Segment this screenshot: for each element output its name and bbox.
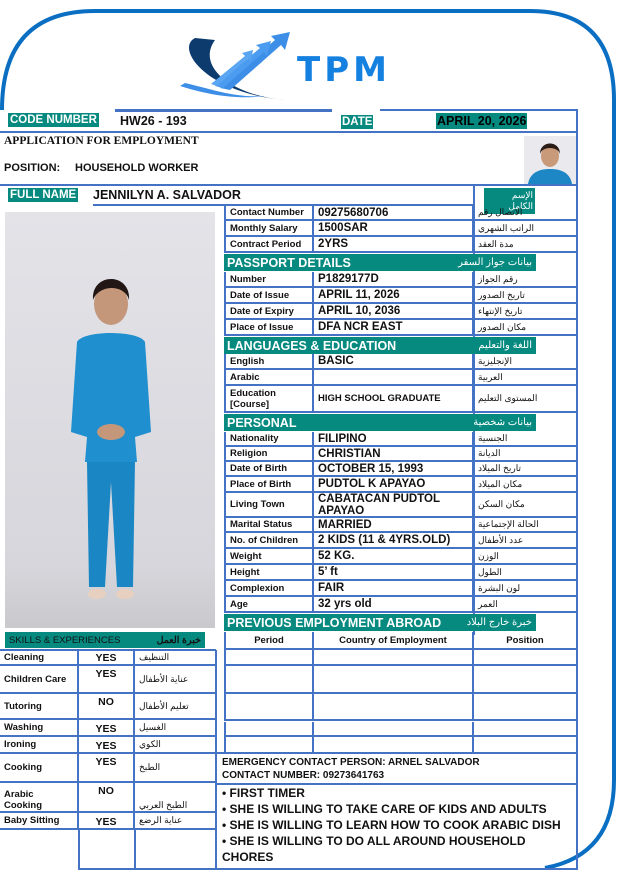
skill-arabic-label: التنظيف	[135, 650, 217, 666]
personal-arabic-title: بيانات شخصية	[473, 417, 532, 428]
languages-title: LANGUAGES & EDUCATION	[227, 338, 397, 353]
row-label: Living Town	[224, 493, 314, 518]
row-label: Date of Birth	[224, 462, 314, 477]
row-label: Date of Expiry	[224, 304, 314, 320]
date-label: DATE	[342, 116, 373, 128]
row-label: Religion	[224, 447, 314, 462]
employment-cell[interactable]	[314, 666, 474, 694]
code-number-label: CODE NUMBER	[10, 114, 97, 126]
divider	[0, 649, 216, 651]
employment-cell[interactable]	[474, 650, 578, 666]
languages-arabic-title: اللغة والتعليم	[478, 340, 532, 351]
personal-title: PERSONAL	[227, 415, 297, 430]
profile-photo-small	[524, 136, 576, 184]
row-label: Contact Number	[224, 206, 314, 221]
passport-title: PASSPORT DETAILS	[227, 255, 351, 270]
form-title: APPLICATION FOR EMPLOYMENT	[4, 135, 199, 147]
row-label: Monthly Salary	[224, 221, 314, 237]
skill-label: Arabic Cooking	[0, 783, 79, 813]
row-value: HIGH SCHOOL GRADUATE	[314, 386, 474, 413]
row-arabic-label: مكان السكن	[474, 493, 578, 518]
employment-cell[interactable]	[314, 694, 474, 721]
skill-value: YES	[79, 737, 135, 754]
row-label: Age	[224, 597, 314, 613]
remark-text: SHE IS WILLING TO DO ALL AROUND HOUSEHOLD CHORES	[222, 834, 526, 864]
row-label: Contract Period	[224, 237, 314, 253]
employment-cell[interactable]	[474, 722, 578, 737]
row-label: Height	[224, 565, 314, 581]
employment-column-header: Period	[224, 632, 314, 650]
remark-text: FIRST TIMER	[229, 786, 305, 800]
row-value: 32 yrs old	[314, 597, 474, 613]
row-arabic-label: الإنجليزية	[474, 354, 578, 370]
divider	[380, 109, 577, 111]
row-value: 2 KIDS (11 & 4YRS.OLD)	[314, 533, 474, 549]
divider	[115, 109, 332, 112]
full-name-arabic-label: الإسم الكامل	[484, 188, 535, 214]
employment-column-header: Country of Employment	[314, 632, 474, 650]
row-arabic-label: مكان الصدور	[474, 320, 578, 336]
row-arabic-label: الطول	[474, 565, 578, 581]
employment-arabic-title: خبرة خارج البلاد	[466, 617, 532, 628]
skill-value: YES	[79, 754, 135, 783]
row-value: OCTOBER 15, 1993	[314, 462, 474, 477]
passport-arabic-title: بيانات جواز السفر	[458, 257, 532, 268]
employment-cell[interactable]	[224, 666, 314, 694]
row-label: No. of Children	[224, 533, 314, 549]
skill-arabic-label: عناية الرضع	[135, 813, 217, 830]
row-value: 09275680706	[314, 206, 474, 221]
skills-section-header	[5, 632, 205, 648]
row-label: English	[224, 354, 314, 370]
skill-label: Tutoring	[0, 694, 79, 720]
date-value: APRIL 20, 2026	[437, 114, 527, 128]
row-value: APRIL 10, 2036	[314, 304, 474, 320]
languages-section-header	[224, 337, 536, 354]
employment-section-header	[224, 614, 536, 631]
row-label: Education [Course]	[224, 386, 314, 413]
skill-value: YES	[79, 650, 135, 666]
skills-arabic-title: خبرة العمل	[156, 634, 201, 646]
row-arabic-label: تاريخ الصدور	[474, 288, 578, 304]
row-arabic-label: مدة العقد	[474, 237, 578, 253]
divider	[0, 131, 578, 133]
position-value: HOUSEHOLD WORKER	[75, 162, 199, 174]
row-arabic-label: لون البشرة	[474, 581, 578, 597]
skills-title: SKILLS & EXPERIENCES	[9, 634, 121, 646]
skill-value: NO	[79, 783, 135, 813]
row-value: CHRISTIAN	[314, 447, 474, 462]
skill-label: Children Care	[0, 666, 79, 694]
skill-arabic-label: الغسيل	[135, 720, 217, 737]
row-value: 1500SAR	[314, 221, 474, 237]
row-value: CABATACAN PUDTOL APAYAO	[314, 493, 474, 518]
skill-value: YES	[79, 666, 135, 694]
row-arabic-label: الحالة الإجتماعية	[474, 518, 578, 533]
full-name-value: JENNILYN A. SALVADOR	[93, 188, 241, 202]
row-value	[314, 370, 474, 386]
row-value: MARRIED	[314, 518, 474, 533]
row-arabic-label: الديانة	[474, 447, 578, 462]
row-value: 2YRS	[314, 237, 474, 253]
row-arabic-label: رقم الجواز	[474, 272, 578, 288]
remark-item: • SHE IS WILLING TO DO ALL AROUND HOUSEHOLD CHORES	[222, 834, 526, 864]
row-value: APRIL 11, 2026	[314, 288, 474, 304]
skill-label: Baby Sitting	[0, 813, 79, 830]
row-value: PUDTOL K APAYAO	[314, 477, 474, 493]
passport-section-header	[224, 254, 536, 271]
row-arabic-label: عدد الأطفال	[474, 533, 578, 549]
divider	[134, 830, 136, 870]
divider	[576, 650, 578, 870]
row-arabic-label: العمر	[474, 597, 578, 613]
remarks-list	[222, 785, 574, 865]
employment-cell[interactable]	[474, 666, 578, 694]
row-arabic-label: العربية	[474, 370, 578, 386]
row-arabic-label: المستوى التعليم	[474, 386, 578, 413]
skill-label: Cooking	[0, 754, 79, 783]
row-label: Number	[224, 272, 314, 288]
skill-arabic-label: الطبخ العربي	[135, 783, 217, 813]
skill-arabic-label: الكوي	[135, 737, 217, 754]
row-arabic-label: مكان الميلاد	[474, 477, 578, 493]
skill-value: YES	[79, 720, 135, 737]
row-arabic-label: تاريخ الميلاد	[474, 462, 578, 477]
row-label: Complexion	[224, 581, 314, 597]
skill-arabic-label: الطبخ	[135, 754, 217, 783]
remark-text: SHE IS WILLING TO TAKE CARE OF KIDS AND ADULTS	[229, 802, 547, 816]
row-label: Marital Status	[224, 518, 314, 533]
row-arabic-label: تاريخ الإنتهاء	[474, 304, 578, 320]
row-label: Arabic	[224, 370, 314, 386]
remark-text: SHE IS WILLING TO LEARN HOW TO COOK ARABIC DISH	[229, 818, 561, 832]
divider	[215, 752, 578, 754]
logo-swoosh-icon	[175, 28, 305, 103]
divider	[78, 868, 578, 870]
skill-arabic-label: تعليم الأطفال	[135, 694, 217, 720]
employment-title: PREVIOUS EMPLOYMENT ABROAD	[227, 615, 442, 630]
emergency-contact-number: CONTACT NUMBER: 09273641763	[222, 770, 385, 781]
logo-text: TPM	[297, 50, 391, 90]
code-number-value: HW26 - 193	[120, 114, 187, 128]
divider	[78, 830, 80, 870]
row-value: FILIPINO	[314, 432, 474, 447]
tpm-logo	[175, 28, 435, 103]
row-arabic-label: الوزن	[474, 549, 578, 565]
employment-column-header: Position	[474, 632, 578, 650]
employment-cell[interactable]	[224, 722, 314, 737]
employment-cell[interactable]	[474, 694, 578, 721]
row-value: DFA NCR EAST	[314, 320, 474, 336]
divider	[0, 184, 578, 186]
row-value: FAIR	[314, 581, 474, 597]
skill-label: Cleaning	[0, 650, 79, 666]
skill-arabic-label: عناية الأطفال	[135, 666, 217, 694]
employment-cell[interactable]	[314, 650, 474, 666]
emergency-contact	[222, 756, 480, 782]
row-arabic-label: الراتب الشهري	[474, 221, 578, 237]
row-arabic-label: الجنسية	[474, 432, 578, 447]
employment-cell[interactable]	[224, 650, 314, 666]
row-value: 5’ ft	[314, 565, 474, 581]
skill-label: Ironing	[0, 737, 79, 754]
profile-photo-full	[5, 212, 215, 628]
row-value: P1829177D	[314, 272, 474, 288]
employment-cell[interactable]	[224, 694, 314, 721]
remark-item: • SHE IS WILLING TO TAKE CARE OF KIDS AND ADULTS	[222, 802, 547, 816]
row-label: Date of Issue	[224, 288, 314, 304]
emergency-contact-person: EMERGENCY CONTACT PERSON: ARNEL SALVADOR	[222, 757, 480, 768]
row-label: Weight	[224, 549, 314, 565]
row-arabic-label: الاتصال رقم	[474, 206, 578, 221]
row-label: Place of Issue	[224, 320, 314, 336]
skill-value: YES	[79, 813, 135, 830]
skill-label: Washing	[0, 720, 79, 737]
remark-item: • FIRST TIMER	[222, 786, 305, 800]
skill-value: NO	[79, 694, 135, 720]
row-label: Nationality	[224, 432, 314, 447]
employment-cell[interactable]	[314, 722, 474, 737]
position-label: POSITION:	[4, 162, 61, 174]
full-name-label: FULL NAME	[10, 189, 77, 201]
row-label: Place of Birth	[224, 477, 314, 493]
remark-item: • SHE IS WILLING TO LEARN HOW TO COOK ARABIC DISH	[222, 818, 561, 832]
personal-section-header	[224, 414, 536, 431]
row-value: 52 KG.	[314, 549, 474, 565]
row-value: BASIC	[314, 354, 474, 370]
